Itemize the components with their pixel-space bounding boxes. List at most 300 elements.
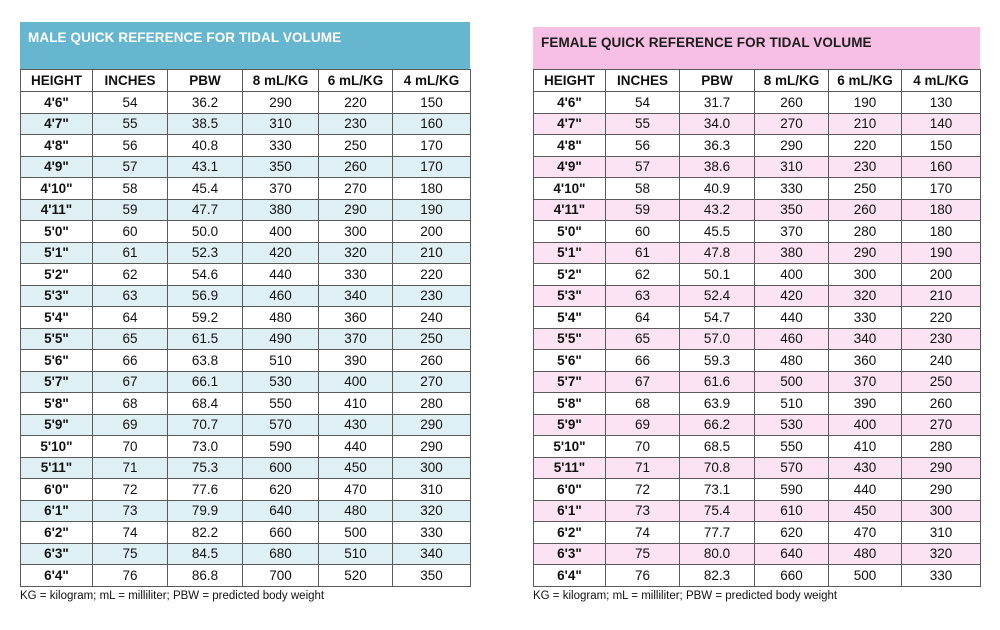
inches-cell: 65 — [606, 328, 680, 350]
column-header: PBW — [168, 70, 243, 92]
table-row — [21, 543, 471, 565]
tv-6ml-cell: 340 — [829, 328, 902, 350]
tv-4ml-cell: 350 — [393, 565, 471, 587]
height-cell: 6'0" — [534, 479, 606, 501]
tv-8ml-cell: 570 — [755, 457, 829, 479]
tv-4ml-cell: 230 — [902, 328, 981, 350]
pbw-cell: 38.6 — [680, 156, 755, 178]
tv-8ml-cell: 510 — [243, 350, 319, 372]
inches-cell: 64 — [606, 307, 680, 329]
inches-cell: 68 — [93, 393, 168, 415]
height-cell: 6'3" — [21, 543, 93, 565]
tv-4ml-cell: 240 — [393, 307, 471, 329]
height-cell: 4'8" — [21, 135, 93, 157]
height-cell: 6'3" — [534, 543, 606, 565]
tv-6ml-cell: 340 — [319, 285, 393, 307]
table-row — [534, 500, 981, 522]
tv-8ml-cell: 480 — [755, 350, 829, 372]
height-cell: 5'11" — [534, 457, 606, 479]
tv-4ml-cell: 170 — [902, 178, 981, 200]
height-cell: 5'10" — [534, 436, 606, 458]
height-cell: 4'9" — [21, 156, 93, 178]
pbw-cell: 70.8 — [680, 457, 755, 479]
height-cell: 5'6" — [534, 350, 606, 372]
tv-4ml-cell: 160 — [902, 156, 981, 178]
tv-8ml-cell: 380 — [755, 242, 829, 264]
table-row — [21, 156, 471, 178]
height-cell: 6'2" — [534, 522, 606, 544]
tv-8ml-cell: 660 — [243, 522, 319, 544]
tv-4ml-cell: 290 — [393, 414, 471, 436]
tv-6ml-cell: 220 — [319, 92, 393, 114]
table-row — [21, 436, 471, 458]
pbw-cell: 50.1 — [680, 264, 755, 286]
column-header: 8 mL/KG — [755, 70, 829, 92]
tv-4ml-cell: 290 — [902, 479, 981, 501]
inches-cell: 72 — [93, 479, 168, 501]
tv-6ml-cell: 500 — [319, 522, 393, 544]
inches-cell: 57 — [93, 156, 168, 178]
tv-6ml-cell: 260 — [829, 199, 902, 221]
column-header: HEIGHT — [534, 70, 606, 92]
table-row — [534, 221, 981, 243]
pbw-cell: 84.5 — [168, 543, 243, 565]
column-header: INCHES — [93, 70, 168, 92]
inches-cell: 62 — [606, 264, 680, 286]
inches-cell: 57 — [606, 156, 680, 178]
inches-cell: 67 — [606, 371, 680, 393]
tv-6ml-cell: 230 — [829, 156, 902, 178]
inches-cell: 56 — [606, 135, 680, 157]
tv-4ml-cell: 210 — [902, 285, 981, 307]
pbw-cell: 40.8 — [168, 135, 243, 157]
tv-4ml-cell: 190 — [393, 199, 471, 221]
pbw-cell: 70.7 — [168, 414, 243, 436]
inches-cell: 72 — [606, 479, 680, 501]
tv-8ml-cell: 460 — [755, 328, 829, 350]
inches-cell: 60 — [93, 221, 168, 243]
pbw-cell: 36.2 — [168, 92, 243, 114]
pbw-cell: 47.7 — [168, 199, 243, 221]
inches-cell: 76 — [606, 565, 680, 587]
pbw-cell: 31.7 — [680, 92, 755, 114]
tv-6ml-cell: 360 — [319, 307, 393, 329]
table-row — [534, 264, 981, 286]
column-header: HEIGHT — [21, 70, 93, 92]
tv-8ml-cell: 350 — [755, 199, 829, 221]
inches-cell: 71 — [606, 457, 680, 479]
tv-6ml-cell: 330 — [829, 307, 902, 329]
tv-4ml-cell: 200 — [393, 221, 471, 243]
tv-8ml-cell: 440 — [243, 264, 319, 286]
tv-8ml-cell: 380 — [243, 199, 319, 221]
pbw-cell: 75.3 — [168, 457, 243, 479]
tv-4ml-cell: 170 — [393, 135, 471, 157]
tv-4ml-cell: 150 — [393, 92, 471, 114]
table-row — [534, 199, 981, 221]
tv-8ml-cell: 370 — [243, 178, 319, 200]
inches-cell: 54 — [606, 92, 680, 114]
inches-cell: 59 — [93, 199, 168, 221]
tv-6ml-cell: 360 — [829, 350, 902, 372]
pbw-cell: 73.1 — [680, 479, 755, 501]
tv-6ml-cell: 220 — [829, 135, 902, 157]
pbw-cell: 38.5 — [168, 113, 243, 135]
table-row — [21, 522, 471, 544]
tv-6ml-cell: 320 — [319, 242, 393, 264]
tv-8ml-cell: 310 — [243, 113, 319, 135]
male-footnote: KG = kilogram; mL = milliliter; PBW = predicted body weight — [20, 589, 325, 602]
height-cell: 4'10" — [21, 178, 93, 200]
tv-4ml-cell: 310 — [902, 522, 981, 544]
tv-8ml-cell: 500 — [755, 371, 829, 393]
tv-6ml-cell: 480 — [829, 543, 902, 565]
pbw-cell: 43.1 — [168, 156, 243, 178]
height-cell: 5'5" — [21, 328, 93, 350]
tv-4ml-cell: 140 — [902, 113, 981, 135]
inches-cell: 61 — [606, 242, 680, 264]
inches-cell: 55 — [606, 113, 680, 135]
pbw-cell: 77.6 — [168, 479, 243, 501]
tv-8ml-cell: 570 — [243, 414, 319, 436]
tv-8ml-cell: 600 — [243, 457, 319, 479]
tv-4ml-cell: 130 — [902, 92, 981, 114]
tv-6ml-cell: 270 — [319, 178, 393, 200]
tv-8ml-cell: 590 — [243, 436, 319, 458]
height-cell: 4'11" — [21, 199, 93, 221]
tv-6ml-cell: 400 — [829, 414, 902, 436]
pbw-cell: 80.0 — [680, 543, 755, 565]
pbw-cell: 54.6 — [168, 264, 243, 286]
pbw-cell: 61.5 — [168, 328, 243, 350]
tv-4ml-cell: 290 — [902, 457, 981, 479]
tv-8ml-cell: 370 — [755, 221, 829, 243]
table-row — [534, 92, 981, 114]
height-cell: 6'4" — [534, 565, 606, 587]
tv-6ml-cell: 510 — [319, 543, 393, 565]
height-cell: 4'7" — [534, 113, 606, 135]
pbw-cell: 73.0 — [168, 436, 243, 458]
tv-6ml-cell: 260 — [319, 156, 393, 178]
table-row — [21, 565, 471, 587]
female-table-title: FEMALE QUICK REFERENCE FOR TIDAL VOLUME — [533, 27, 980, 69]
tv-6ml-cell: 370 — [319, 328, 393, 350]
table-row — [21, 457, 471, 479]
inches-cell: 70 — [93, 436, 168, 458]
tv-8ml-cell: 680 — [243, 543, 319, 565]
table-row — [534, 393, 981, 415]
tv-4ml-cell: 190 — [902, 242, 981, 264]
table-row — [21, 307, 471, 329]
tv-6ml-cell: 440 — [319, 436, 393, 458]
height-cell: 6'1" — [21, 500, 93, 522]
height-cell: 5'0" — [21, 221, 93, 243]
table-row — [21, 199, 471, 221]
inches-cell: 58 — [606, 178, 680, 200]
table-row — [21, 479, 471, 501]
height-cell: 6'4" — [21, 565, 93, 587]
tv-6ml-cell: 250 — [829, 178, 902, 200]
inches-cell: 60 — [606, 221, 680, 243]
tv-6ml-cell: 430 — [319, 414, 393, 436]
tv-6ml-cell: 410 — [319, 393, 393, 415]
tv-4ml-cell: 250 — [902, 371, 981, 393]
tv-8ml-cell: 350 — [243, 156, 319, 178]
tv-6ml-cell: 470 — [319, 479, 393, 501]
tv-6ml-cell: 190 — [829, 92, 902, 114]
table-row — [21, 371, 471, 393]
inches-cell: 68 — [606, 393, 680, 415]
tv-4ml-cell: 200 — [902, 264, 981, 286]
inches-cell: 74 — [606, 522, 680, 544]
table-row — [534, 156, 981, 178]
tv-8ml-cell: 260 — [755, 92, 829, 114]
male-table-title: MALE QUICK REFERENCE FOR TIDAL VOLUME — [20, 22, 470, 69]
pbw-cell: 79.9 — [168, 500, 243, 522]
height-cell: 5'3" — [534, 285, 606, 307]
tv-4ml-cell: 180 — [902, 221, 981, 243]
tv-4ml-cell: 300 — [393, 457, 471, 479]
table-row — [534, 543, 981, 565]
table-row — [534, 285, 981, 307]
tv-8ml-cell: 610 — [755, 500, 829, 522]
tv-6ml-cell: 320 — [829, 285, 902, 307]
table-row — [534, 479, 981, 501]
height-cell: 5'8" — [21, 393, 93, 415]
tv-4ml-cell: 240 — [902, 350, 981, 372]
height-cell: 4'10" — [534, 178, 606, 200]
height-cell: 6'2" — [21, 522, 93, 544]
table-row — [21, 285, 471, 307]
tv-6ml-cell: 410 — [829, 436, 902, 458]
inches-cell: 63 — [93, 285, 168, 307]
table-row — [21, 178, 471, 200]
tv-4ml-cell: 260 — [902, 393, 981, 415]
tv-6ml-cell: 290 — [829, 242, 902, 264]
pbw-cell: 47.8 — [680, 242, 755, 264]
inches-cell: 71 — [93, 457, 168, 479]
tv-4ml-cell: 270 — [393, 371, 471, 393]
inches-cell: 63 — [606, 285, 680, 307]
table-row — [534, 178, 981, 200]
male-tidal-volume-table — [20, 69, 471, 587]
table-row — [534, 414, 981, 436]
tv-4ml-cell: 330 — [393, 522, 471, 544]
pbw-cell: 56.9 — [168, 285, 243, 307]
tv-6ml-cell: 230 — [319, 113, 393, 135]
pbw-cell: 59.2 — [168, 307, 243, 329]
tv-6ml-cell: 290 — [319, 199, 393, 221]
tv-8ml-cell: 290 — [243, 92, 319, 114]
height-cell: 4'9" — [534, 156, 606, 178]
pbw-cell: 63.8 — [168, 350, 243, 372]
inches-cell: 59 — [606, 199, 680, 221]
tv-6ml-cell: 440 — [829, 479, 902, 501]
inches-cell: 76 — [93, 565, 168, 587]
pbw-cell: 82.2 — [168, 522, 243, 544]
inches-cell: 64 — [93, 307, 168, 329]
tv-4ml-cell: 250 — [393, 328, 471, 350]
inches-cell: 61 — [93, 242, 168, 264]
tv-6ml-cell: 430 — [829, 457, 902, 479]
tv-6ml-cell: 390 — [829, 393, 902, 415]
column-header: 4 mL/KG — [393, 70, 471, 92]
tv-8ml-cell: 480 — [243, 307, 319, 329]
height-cell: 5'0" — [534, 221, 606, 243]
inches-cell: 66 — [606, 350, 680, 372]
tv-8ml-cell: 420 — [755, 285, 829, 307]
table-row — [534, 135, 981, 157]
tv-8ml-cell: 330 — [755, 178, 829, 200]
female-reference-panel — [533, 27, 980, 602]
pbw-cell: 45.5 — [680, 221, 755, 243]
table-row — [534, 307, 981, 329]
tv-6ml-cell: 470 — [829, 522, 902, 544]
height-cell: 4'6" — [21, 92, 93, 114]
tv-4ml-cell: 270 — [902, 414, 981, 436]
table-row — [534, 113, 981, 135]
tv-6ml-cell: 330 — [319, 264, 393, 286]
height-cell: 5'4" — [21, 307, 93, 329]
inches-cell: 70 — [606, 436, 680, 458]
tv-6ml-cell: 300 — [829, 264, 902, 286]
inches-cell: 69 — [606, 414, 680, 436]
tv-6ml-cell: 500 — [829, 565, 902, 587]
tv-8ml-cell: 270 — [755, 113, 829, 135]
tv-4ml-cell: 340 — [393, 543, 471, 565]
column-header: 6 mL/KG — [319, 70, 393, 92]
tv-8ml-cell: 440 — [755, 307, 829, 329]
column-header: PBW — [680, 70, 755, 92]
inches-cell: 66 — [93, 350, 168, 372]
tv-8ml-cell: 530 — [243, 371, 319, 393]
inches-cell: 56 — [93, 135, 168, 157]
table-row — [534, 242, 981, 264]
tv-8ml-cell: 620 — [755, 522, 829, 544]
inches-cell: 62 — [93, 264, 168, 286]
inches-cell: 75 — [606, 543, 680, 565]
tv-4ml-cell: 230 — [393, 285, 471, 307]
pbw-cell: 43.2 — [680, 199, 755, 221]
height-cell: 4'7" — [21, 113, 93, 135]
tv-4ml-cell: 290 — [393, 436, 471, 458]
table-row — [534, 371, 981, 393]
height-cell: 5'3" — [21, 285, 93, 307]
tv-8ml-cell: 700 — [243, 565, 319, 587]
height-cell: 4'8" — [534, 135, 606, 157]
tv-8ml-cell: 460 — [243, 285, 319, 307]
inches-cell: 69 — [93, 414, 168, 436]
pbw-cell: 54.7 — [680, 307, 755, 329]
height-cell: 5'4" — [534, 307, 606, 329]
height-cell: 5'9" — [534, 414, 606, 436]
table-row — [21, 328, 471, 350]
table-row — [534, 350, 981, 372]
table-row — [21, 500, 471, 522]
pbw-cell: 63.9 — [680, 393, 755, 415]
tv-4ml-cell: 310 — [393, 479, 471, 501]
tv-4ml-cell: 180 — [393, 178, 471, 200]
tv-6ml-cell: 400 — [319, 371, 393, 393]
tv-8ml-cell: 310 — [755, 156, 829, 178]
header-row — [21, 70, 471, 92]
height-cell: 4'11" — [534, 199, 606, 221]
tv-4ml-cell: 320 — [393, 500, 471, 522]
height-cell: 5'8" — [534, 393, 606, 415]
pbw-cell: 77.7 — [680, 522, 755, 544]
height-cell: 5'7" — [534, 371, 606, 393]
tv-8ml-cell: 550 — [243, 393, 319, 415]
height-cell: 4'6" — [534, 92, 606, 114]
pbw-cell: 75.4 — [680, 500, 755, 522]
tv-4ml-cell: 220 — [393, 264, 471, 286]
tv-8ml-cell: 490 — [243, 328, 319, 350]
tv-4ml-cell: 160 — [393, 113, 471, 135]
height-cell: 5'2" — [534, 264, 606, 286]
pbw-cell: 57.0 — [680, 328, 755, 350]
male-reference-panel — [20, 22, 470, 602]
tv-6ml-cell: 210 — [829, 113, 902, 135]
tv-6ml-cell: 450 — [319, 457, 393, 479]
tv-8ml-cell: 330 — [243, 135, 319, 157]
tv-4ml-cell: 260 — [393, 350, 471, 372]
table-row — [534, 328, 981, 350]
tv-6ml-cell: 520 — [319, 565, 393, 587]
tv-6ml-cell: 280 — [829, 221, 902, 243]
tv-6ml-cell: 480 — [319, 500, 393, 522]
inches-cell: 55 — [93, 113, 168, 135]
tv-8ml-cell: 400 — [755, 264, 829, 286]
tv-8ml-cell: 620 — [243, 479, 319, 501]
table-row — [21, 242, 471, 264]
tv-6ml-cell: 390 — [319, 350, 393, 372]
header-row — [534, 70, 981, 92]
table-row — [21, 221, 471, 243]
pbw-cell: 86.8 — [168, 565, 243, 587]
table-row — [21, 92, 471, 114]
pbw-cell: 36.3 — [680, 135, 755, 157]
tv-8ml-cell: 420 — [243, 242, 319, 264]
pbw-cell: 82.3 — [680, 565, 755, 587]
tv-4ml-cell: 210 — [393, 242, 471, 264]
inches-cell: 67 — [93, 371, 168, 393]
tv-4ml-cell: 220 — [902, 307, 981, 329]
tv-8ml-cell: 400 — [243, 221, 319, 243]
height-cell: 5'9" — [21, 414, 93, 436]
height-cell: 5'2" — [21, 264, 93, 286]
table-row — [534, 522, 981, 544]
tv-6ml-cell: 450 — [829, 500, 902, 522]
tv-4ml-cell: 170 — [393, 156, 471, 178]
inches-cell: 54 — [93, 92, 168, 114]
height-cell: 5'1" — [534, 242, 606, 264]
pbw-cell: 59.3 — [680, 350, 755, 372]
table-row — [21, 393, 471, 415]
pbw-cell: 52.4 — [680, 285, 755, 307]
tv-4ml-cell: 320 — [902, 543, 981, 565]
height-cell: 5'5" — [534, 328, 606, 350]
height-cell: 5'6" — [21, 350, 93, 372]
column-header: 6 mL/KG — [829, 70, 902, 92]
tv-4ml-cell: 280 — [393, 393, 471, 415]
height-cell: 5'10" — [21, 436, 93, 458]
tv-4ml-cell: 180 — [902, 199, 981, 221]
height-cell: 6'1" — [534, 500, 606, 522]
column-header: 8 mL/KG — [243, 70, 319, 92]
pbw-cell: 66.2 — [680, 414, 755, 436]
female-footnote: KG = kilogram; mL = milliliter; PBW = predicted body weight — [533, 589, 838, 602]
height-cell: 6'0" — [21, 479, 93, 501]
